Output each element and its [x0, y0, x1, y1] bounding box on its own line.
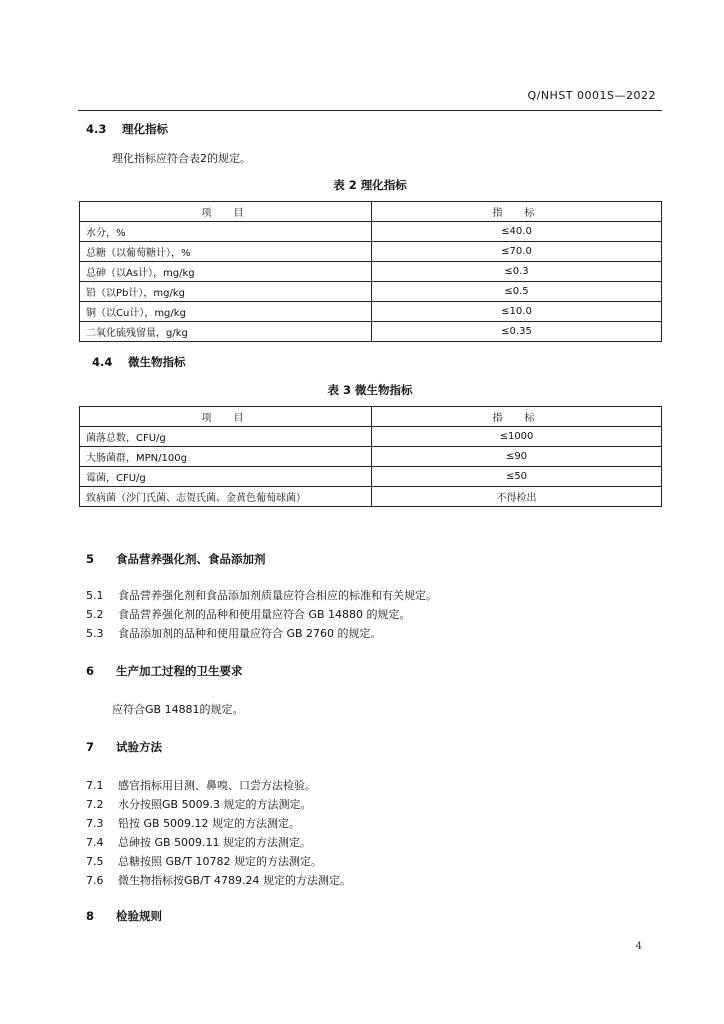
item-text: 总砷按 GB 5009.11 规定的方法测定。 — [118, 836, 312, 849]
row-item: 致病菌（沙门氏菌、志贺氏菌、金黄色葡萄球菌） — [80, 487, 372, 507]
header-rule — [78, 110, 662, 111]
item-number: 7.3 — [86, 817, 104, 830]
column-header-value: 指 标 — [372, 202, 662, 222]
row-value: ≤0.3 — [372, 262, 662, 282]
row-value: ≤0.35 — [372, 322, 662, 342]
section-6-text: 应符合GB 14881的规定。 — [112, 703, 244, 716]
list-item — [86, 872, 351, 888]
row-value: ≤10.0 — [372, 302, 662, 322]
section-number: 6 — [86, 664, 95, 678]
item-text: 食品营养强化剂和食品添加剂质量应符合相应的标准和有关规定。 — [118, 589, 437, 602]
table-row — [80, 487, 662, 507]
list-item — [86, 777, 316, 793]
table-row — [80, 262, 662, 282]
row-item: 二氧化硫残留量，g/kg — [80, 322, 372, 342]
row-item: 菌落总数，CFU/g — [80, 427, 372, 447]
table-header-row — [80, 202, 662, 222]
table-row — [80, 447, 662, 467]
section-title: 试验方法 — [116, 740, 162, 754]
section-4-3-heading — [86, 121, 168, 137]
column-header-item: 项 目 — [80, 202, 372, 222]
section-title: 微生物指标 — [128, 355, 186, 369]
section-4-3-text: 理化指标应符合表2的规定。 — [112, 152, 251, 165]
item-number: 7.4 — [86, 836, 104, 849]
standard-code: Q/NHST 0001S—2022 — [527, 89, 656, 102]
section-number: 4.4 — [92, 355, 113, 369]
row-value: ≤70.0 — [372, 242, 662, 262]
list-item — [86, 625, 382, 641]
row-item: 铜（以Cu计），mg/kg — [80, 302, 372, 322]
table-row — [80, 427, 662, 447]
table-row — [80, 467, 662, 487]
list-item — [86, 834, 311, 850]
row-value: ≤90 — [372, 447, 662, 467]
section-title: 生产加工过程的卫生要求 — [116, 664, 243, 678]
item-text: 铅按 GB 5009.12 规定的方法测定。 — [118, 817, 301, 830]
item-text: 总糖按照 GB/T 10782 规定的方法测定。 — [118, 855, 322, 868]
table-header-row — [80, 407, 662, 427]
section-number: 4.3 — [86, 122, 107, 136]
item-number: 7.5 — [86, 855, 104, 868]
row-value: ≤0.5 — [372, 282, 662, 302]
list-item — [86, 796, 312, 812]
section-8-heading — [86, 908, 162, 924]
section-number: 7 — [86, 740, 95, 754]
table-row — [80, 302, 662, 322]
list-item — [86, 587, 437, 603]
section-number: 8 — [86, 909, 95, 923]
item-number: 7.1 — [86, 779, 104, 792]
row-item: 铅（以Pb计），mg/kg — [80, 282, 372, 302]
item-number: 7.2 — [86, 798, 104, 811]
row-value: ≤50 — [372, 467, 662, 487]
row-item: 总糖（以葡萄糖计），% — [80, 242, 372, 262]
section-title: 理化指标 — [122, 122, 168, 136]
table-2 — [79, 201, 662, 342]
row-item: 水分，% — [80, 222, 372, 242]
item-text: 水分按照GB 5009.3 规定的方法测定。 — [118, 798, 312, 811]
row-item: 总砷（以As计），mg/kg — [80, 262, 372, 282]
column-header-item: 项 目 — [80, 407, 372, 427]
row-item: 霉菌，CFU/g — [80, 467, 372, 487]
table-row — [80, 322, 662, 342]
list-item — [86, 606, 411, 622]
table-row — [80, 242, 662, 262]
item-number: 7.6 — [86, 874, 104, 887]
table-3 — [79, 406, 662, 507]
section-5-heading — [86, 551, 266, 567]
item-text: 食品添加剂的品种和使用量应符合 GB 2760 的规定。 — [118, 627, 382, 640]
list-item — [86, 853, 322, 869]
table-row — [80, 222, 662, 242]
item-text: 感官指标用目测、鼻嗅、口尝方法检验。 — [118, 779, 316, 792]
section-number: 5 — [86, 552, 95, 566]
section-6-heading — [86, 663, 243, 679]
section-title: 检验规则 — [116, 909, 162, 923]
page-number: 4 — [635, 941, 642, 952]
row-value: 不得检出 — [372, 487, 662, 507]
item-number: 5.2 — [86, 608, 104, 621]
row-value: ≤40.0 — [372, 222, 662, 242]
table-row — [80, 282, 662, 302]
item-number: 5.1 — [86, 589, 104, 602]
section-4-4-heading — [92, 354, 186, 370]
item-number: 5.3 — [86, 627, 104, 640]
list-item — [86, 815, 300, 831]
table-3-caption: 表 3 微生物指标 — [327, 383, 413, 397]
item-text: 微生物指标按GB/T 4789.24 规定的方法测定。 — [118, 874, 351, 887]
item-text: 食品营养强化剂的品种和使用量应符合 GB 14880 的规定。 — [118, 608, 411, 621]
column-header-value: 指 标 — [372, 407, 662, 427]
section-title: 食品营养强化剂、食品添加剂 — [116, 552, 266, 566]
row-value: ≤1000 — [372, 427, 662, 447]
row-item: 大肠菌群，MPN/100g — [80, 447, 372, 467]
table-2-caption: 表 2 理化指标 — [333, 178, 407, 192]
section-7-heading — [86, 739, 162, 755]
